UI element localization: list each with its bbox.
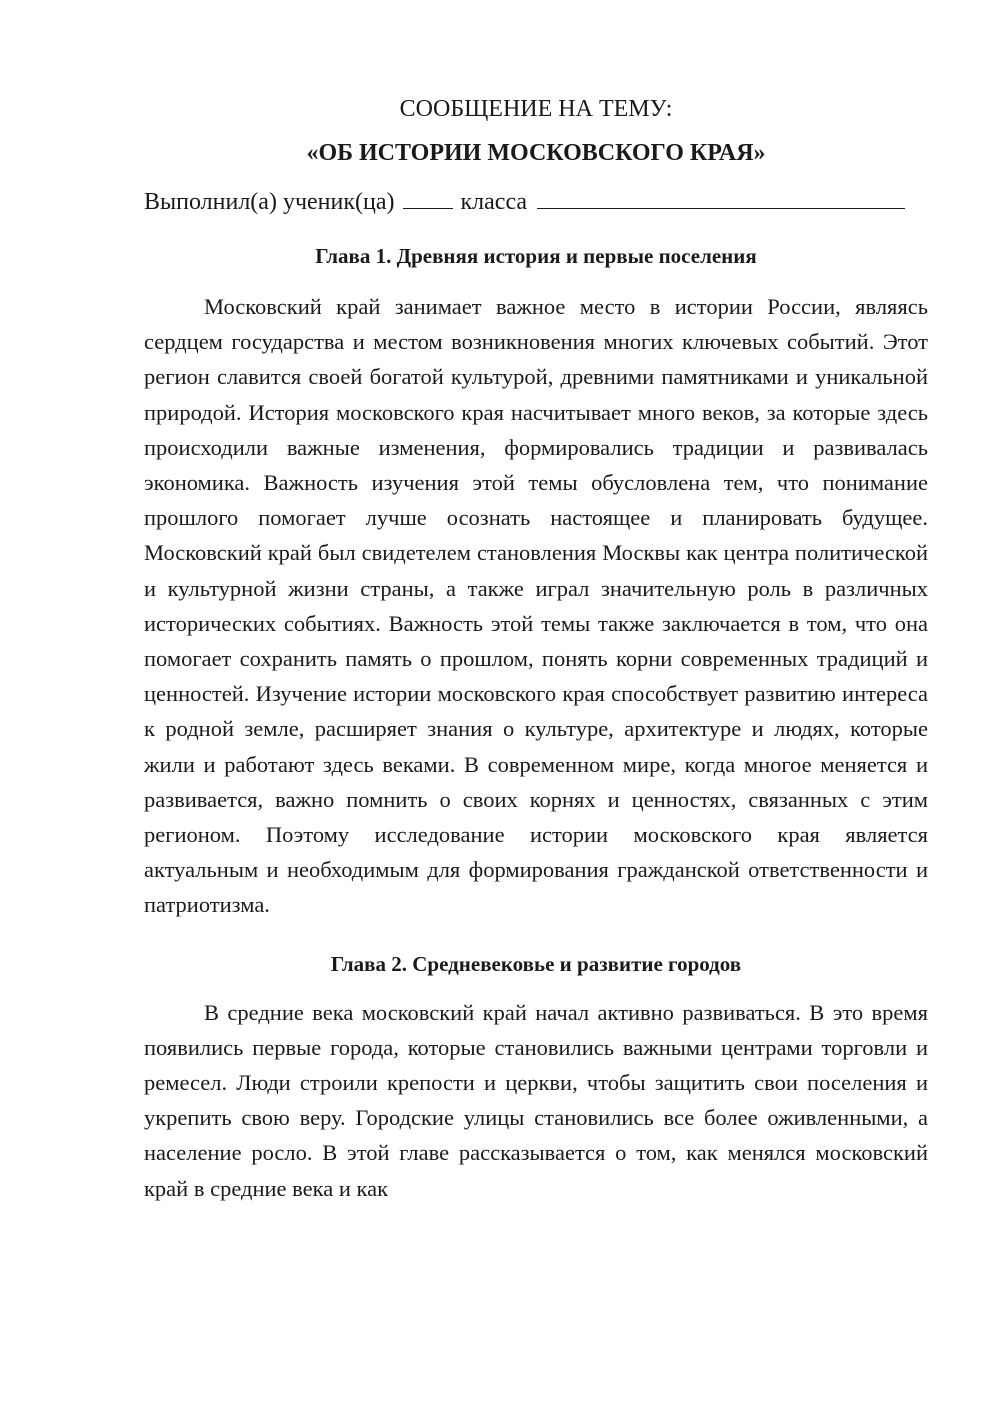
chapter-1-text: Московский край занимает важное место в истории России, являясь сердцем государства и местом возникновения многих ключевых событий. Этот регион славится своей богатой культурой, древними памятниками и уникальной природой. История московского края насчитывает много веков, за которые здесь происходили важные изменения, формировались традиции и развивалась экономика. Важность изучения этой темы обусловлена тем, что понимание прошлого помогает лучше осознать настоящее и планировать будущее. Московский край был свидетелем становления Москвы как центра политической и культурной жизни страны, а также играл значительную роль в различных исторических событиях. Важность этой темы также заключается в том, что она помогает сохранить память о прошлом, понять корни современных традиций и ценностей. Изучение истории московского края способствует развитию интереса к родной земле, расширяет знания о культуре, архитектуре и людях, которые жили и работают здесь веками. В современном мире, когда многое меняется и развивается, важно помнить о своих корнях и ценностях, связанных с этим регионом. Поэтому исследование истории московского края является актуальным и необходимым для формирования гражданской ответственности и патриотизма. bbox=[144, 294, 928, 918]
signature-prefix: Выполнил(а) ученик(ца) bbox=[144, 189, 395, 215]
report-type-title: СООБЩЕНИЕ НА ТЕМУ: bbox=[399, 96, 673, 122]
signature-middle: класса bbox=[460, 189, 528, 215]
student-name-blank[interactable] bbox=[537, 188, 905, 209]
signature-line bbox=[144, 188, 928, 215]
chapter-1-heading: Глава 1. Древняя история и первые поселения bbox=[315, 244, 757, 268]
document-page bbox=[144, 88, 928, 1206]
chapter-2-heading: Глава 2. Средневековье и развитие городов bbox=[330, 951, 742, 976]
report-topic-title: «ОБ ИСТОРИИ МОСКОВСКОГО КРАЯ» bbox=[306, 140, 766, 166]
chapter-2-text: В средние века московский край начал активно развиваться. В это время появились первые города, которые становились важными центрами торговли и ремесел. Люди строили крепости и церкви, чтобы защитить свои поселения и укрепить свою веру. Городские улицы становились все более оживленными, а население росло. В этой главе рассказывается о том, как менялся московский край в средние века и как bbox=[144, 999, 928, 1201]
grade-blank[interactable] bbox=[403, 188, 453, 209]
